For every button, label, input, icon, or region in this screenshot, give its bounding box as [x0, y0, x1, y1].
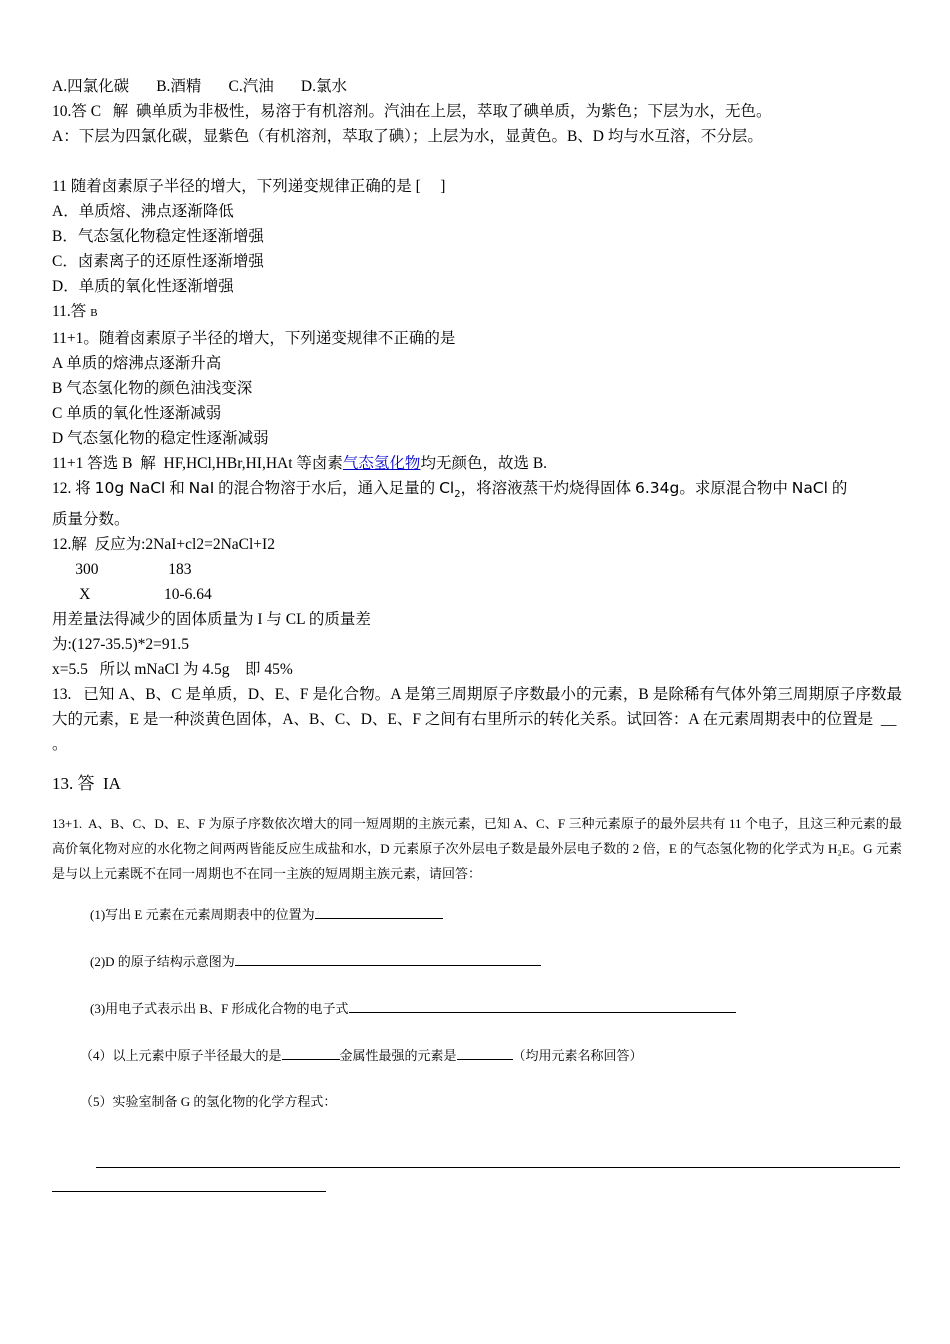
q10-answer-line2: A：下层为四氯化碳，显紫色（有机溶剂，萃取了碘）；上层为水，显黄色。B、D 均与水互溶，不分层。: [52, 128, 763, 145]
q11b-option-c: C 单质的氧化性逐渐减弱: [52, 405, 222, 422]
q12-stem-sub: 2: [454, 489, 461, 501]
q10-answer-line1: 10.答 C 解 碘单质为非极性，易溶于有机溶剂。汽油在上层，萃取了碘单质，为紫色；下层为水，无色。: [52, 103, 772, 120]
q11-stem: 11 随着卤素原子半径的增大，下列递变规律正确的是 [ ]: [52, 178, 446, 195]
q13b-item-1: [52, 904, 902, 925]
document-page: [52, 74, 902, 1112]
q12-stem-g: ，将溶液蒸干灼烧得固体: [460, 480, 635, 497]
q12-stem-k: 的: [827, 480, 848, 497]
answer-line-5a[interactable]: [96, 1167, 900, 1168]
q12-stem-h: 6.34g: [634, 479, 680, 497]
q12-stem-line2: 质量分数。: [52, 511, 130, 529]
q13-stem-end: 。: [52, 736, 68, 754]
q11b-option-a: A 单质的熔沸点逐渐升高: [52, 355, 222, 372]
q13b-item-5: [52, 1092, 902, 1112]
q12-stem-b: 10g NaCl: [94, 479, 166, 497]
q11-option-d: D．单质的氧化性逐渐增强: [52, 278, 234, 295]
q12-stem-d: NaI: [188, 479, 215, 497]
answer-blank-4a[interactable]: [282, 1045, 340, 1060]
q13b-item-5-text: （5）实验室制备 G 的氢化物的化学方程式：: [80, 1094, 337, 1110]
q11-answer-prefix: 11.答: [52, 303, 87, 320]
q13b-item-4: [52, 1045, 902, 1066]
q12-stem-j: NaCl: [791, 479, 828, 497]
answer-blank-3[interactable]: [349, 998, 736, 1013]
q11-option-a: A．单质熔、沸点逐渐降低: [52, 203, 234, 220]
q12-stem: [52, 476, 902, 507]
q12-stem-e: 的混合物溶于水后，通入足量的: [214, 480, 440, 497]
q13b-item-1-text: (1)写出 E 元素在元素周期表中的位置为: [90, 907, 315, 923]
q13b-item-4-text-b: 金属性最强的元素是: [339, 1048, 457, 1064]
q12-stem-i: 。求原混合物中: [679, 480, 792, 497]
hydride-link[interactable]: 气态氢化物: [342, 455, 421, 472]
q13-answer: 13. 答 IA: [52, 774, 121, 794]
q11-answer-value: B: [90, 307, 98, 319]
q11-option-b: B．气态氢化物稳定性逐渐增强: [52, 228, 264, 245]
q13b-item-4-text-c: （均用元素名称回答）: [512, 1048, 643, 1064]
q13b-item-2: [52, 951, 902, 972]
q12-stem-f: Cl: [439, 479, 455, 497]
q12-solution-line4: 为:(127-35.5)*2=91.5: [52, 636, 190, 654]
q13b-stem: 13+1. A、B、C、D、E、F 为原子序数依次增大的同一短周期的主族元素，已知 A、C、F 三种元素原子的最外层共有 11 个电子，且这三种元素的最高价氧化物对应的水化物之间两两皆能反应生成盐和水，D 元素原子次外层电子数是最外层电子数的 2 倍，E 的气态氢化物的化学式为 H₂E。G 元素是与以上元素既不在同一周期也不在同一主族的短周期主族元素，请回答：: [52, 816, 902, 882]
q11b-option-d: D 气态氢化物的稳定性逐渐减弱: [52, 430, 269, 447]
q12-solution-row2: X 10-6.64: [52, 586, 212, 604]
q11-answer: [52, 299, 902, 326]
q13-stem: 13. 已知 A、B、C 是单质，D、E、F 是化合物。A 是第三周期原子序数最小的元素，B 是除稀有气体外第三周期原子序数最大的元素，E 是一种淡黄色固体，A、B、C、D、E、F 之间有右里所示的转化关系。试回答：A 在元素周期表中的位置是 __: [52, 686, 902, 729]
q11b-option-b: B 气态氢化物的颜色油浅变深: [52, 380, 253, 397]
q11-option-c: C．卤素离子的还原性逐渐增强: [52, 253, 264, 270]
q10-options: A.四氯化碳 B.酒精 C.汽油 D.氯水: [52, 78, 347, 95]
spacer: [52, 149, 902, 174]
answer-line-5b[interactable]: [52, 1191, 326, 1192]
answer-blank-2[interactable]: [235, 951, 541, 966]
q11b-answer-after: 均无颜色，故选 B.: [420, 455, 548, 472]
q12-stem-a: 12. 将: [52, 480, 95, 497]
q13b-item-3-text: (3)用电子式表示出 B、F 形成化合物的电子式: [90, 1001, 349, 1017]
q12-solution-title: 12.解 反应为:2NaI+cl2=2NaCl+I2: [52, 536, 275, 554]
q13b-item-2-text: (2)D 的原子结构示意图为: [90, 954, 235, 970]
q13b-item-3: [52, 998, 902, 1019]
answer-blank-1[interactable]: [315, 904, 443, 919]
q12-stem-c: 和: [165, 480, 189, 497]
q11b-answer-before: 11+1 答选 B 解 HF,HCl,HBr,HI,HAt 等卤素: [52, 455, 343, 472]
q12-solution-line5: x=5.5 所以 mNaCl 为 4.5g 即 45%: [52, 661, 293, 679]
q13b-item-4-text-a: （4）以上元素中原子半径最大的是: [80, 1048, 282, 1064]
answer-blank-4b[interactable]: [457, 1045, 513, 1060]
q11b-answer: [52, 451, 902, 476]
q11b-stem: 11+1。随着卤素原子半径的增大，下列递变规律不正确的是: [52, 330, 456, 347]
q12-solution-row1: 300 183: [52, 561, 192, 579]
q12-solution-line3: 用差量法得减少的固体质量为 I 与 CL 的质量差: [52, 611, 371, 629]
